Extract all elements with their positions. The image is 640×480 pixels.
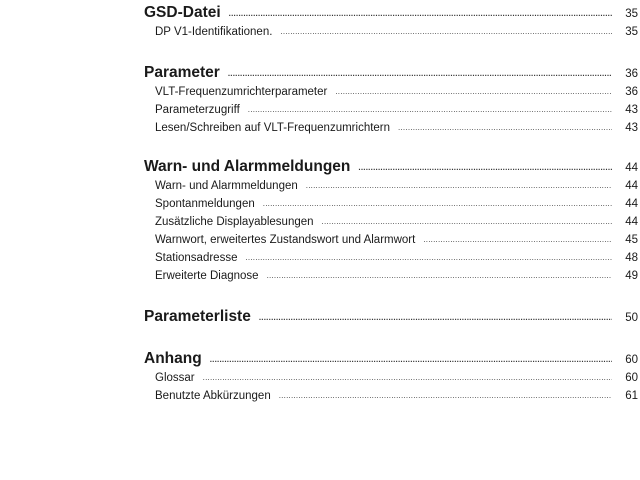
leader-dots [228, 69, 612, 78]
leader-dots [203, 373, 612, 382]
toc-page-number: 36 [625, 86, 638, 98]
toc-page-number: 49 [625, 270, 638, 282]
toc-page-number: 60 [625, 372, 638, 384]
leader-dots [335, 87, 612, 96]
toc-page-number: 44 [625, 180, 638, 192]
toc-page-number: 61 [625, 390, 638, 402]
toc-entry-label: Erweiterte Diagnose [155, 270, 259, 282]
leader-dots [229, 9, 612, 18]
leader-dots [322, 217, 612, 226]
toc-entry[interactable] [144, 198, 638, 216]
toc-entry-label: Zusätzliche Displayablesungen [155, 216, 314, 228]
toc-section-gsd-datei [144, 4, 638, 44]
leader-dots [358, 163, 612, 172]
toc-entry[interactable] [144, 390, 638, 408]
toc-entry[interactable] [144, 216, 638, 234]
leader-dots [423, 235, 612, 244]
leader-dots [259, 313, 612, 322]
toc-section-parameter [144, 64, 638, 140]
leader-dots [263, 199, 612, 208]
leader-dots [248, 105, 612, 114]
toc-entry-label: Parameterzugriff [155, 104, 240, 116]
leader-dots [210, 355, 612, 364]
toc-entry-label: Warn- und Alarmmeldungen [155, 180, 298, 192]
toc-entry-label: Warnwort, erweitertes Zustandswort und Alarmwort [155, 234, 416, 246]
toc-entry-label: Benutzte Abkürzungen [155, 390, 271, 402]
toc-heading-title: Warn- und Alarmmeldungen [144, 158, 351, 175]
toc-heading-title: Parameter [144, 64, 220, 81]
toc-heading-title: Parameterliste [144, 308, 251, 325]
toc-heading-title: GSD-Datei [144, 4, 221, 21]
toc-section-warn-alarm [144, 158, 638, 288]
leader-dots [267, 271, 612, 280]
toc-heading-title: Anhang [144, 350, 202, 367]
toc-entry-label: Spontanmeldungen [155, 198, 255, 210]
toc-page-number: 43 [625, 104, 638, 116]
toc-entry[interactable] [144, 234, 638, 252]
toc-heading[interactable] [144, 350, 638, 372]
toc-page-number: 44 [625, 198, 638, 210]
leader-dots [398, 123, 612, 132]
toc-page-number: 35 [625, 8, 638, 20]
leader-dots [279, 391, 612, 400]
toc-page-number: 60 [625, 354, 638, 366]
toc-entry-label: Lesen/Schreiben auf VLT-Frequenzumrichtern [155, 122, 391, 134]
toc-entry[interactable] [144, 180, 638, 198]
toc-page-number: 48 [625, 252, 638, 264]
toc-heading[interactable] [144, 64, 638, 86]
toc-heading[interactable] [144, 158, 638, 180]
leader-dots [306, 181, 612, 190]
leader-dots [245, 253, 612, 262]
toc-page-number: 43 [625, 122, 638, 134]
leader-dots [280, 27, 612, 36]
toc-page-number: 35 [625, 26, 638, 38]
toc-entry[interactable] [144, 270, 638, 288]
toc-entry[interactable] [144, 372, 638, 390]
toc-entry[interactable] [144, 26, 638, 44]
toc-entry-label: Glossar [155, 372, 195, 384]
toc-entry-label: VLT-Frequenzumrichterparameter [155, 86, 328, 98]
toc-page-number: 36 [625, 68, 638, 80]
toc-page-number: 45 [625, 234, 638, 246]
toc-entry[interactable] [144, 122, 638, 140]
toc-entry-label: Stationsadresse [155, 252, 238, 264]
toc-page-number: 50 [625, 312, 638, 324]
toc-entry-label: DP V1-Identifikationen. [155, 26, 273, 38]
toc-page-number: 44 [625, 216, 638, 228]
toc-entry[interactable] [144, 252, 638, 270]
toc-heading[interactable] [144, 308, 638, 330]
toc-section-parameterliste [144, 308, 638, 330]
toc-entry[interactable] [144, 86, 638, 104]
toc-page-number: 44 [625, 162, 638, 174]
toc-section-anhang [144, 350, 638, 408]
toc-entry[interactable] [144, 104, 638, 122]
toc-heading[interactable] [144, 4, 638, 26]
